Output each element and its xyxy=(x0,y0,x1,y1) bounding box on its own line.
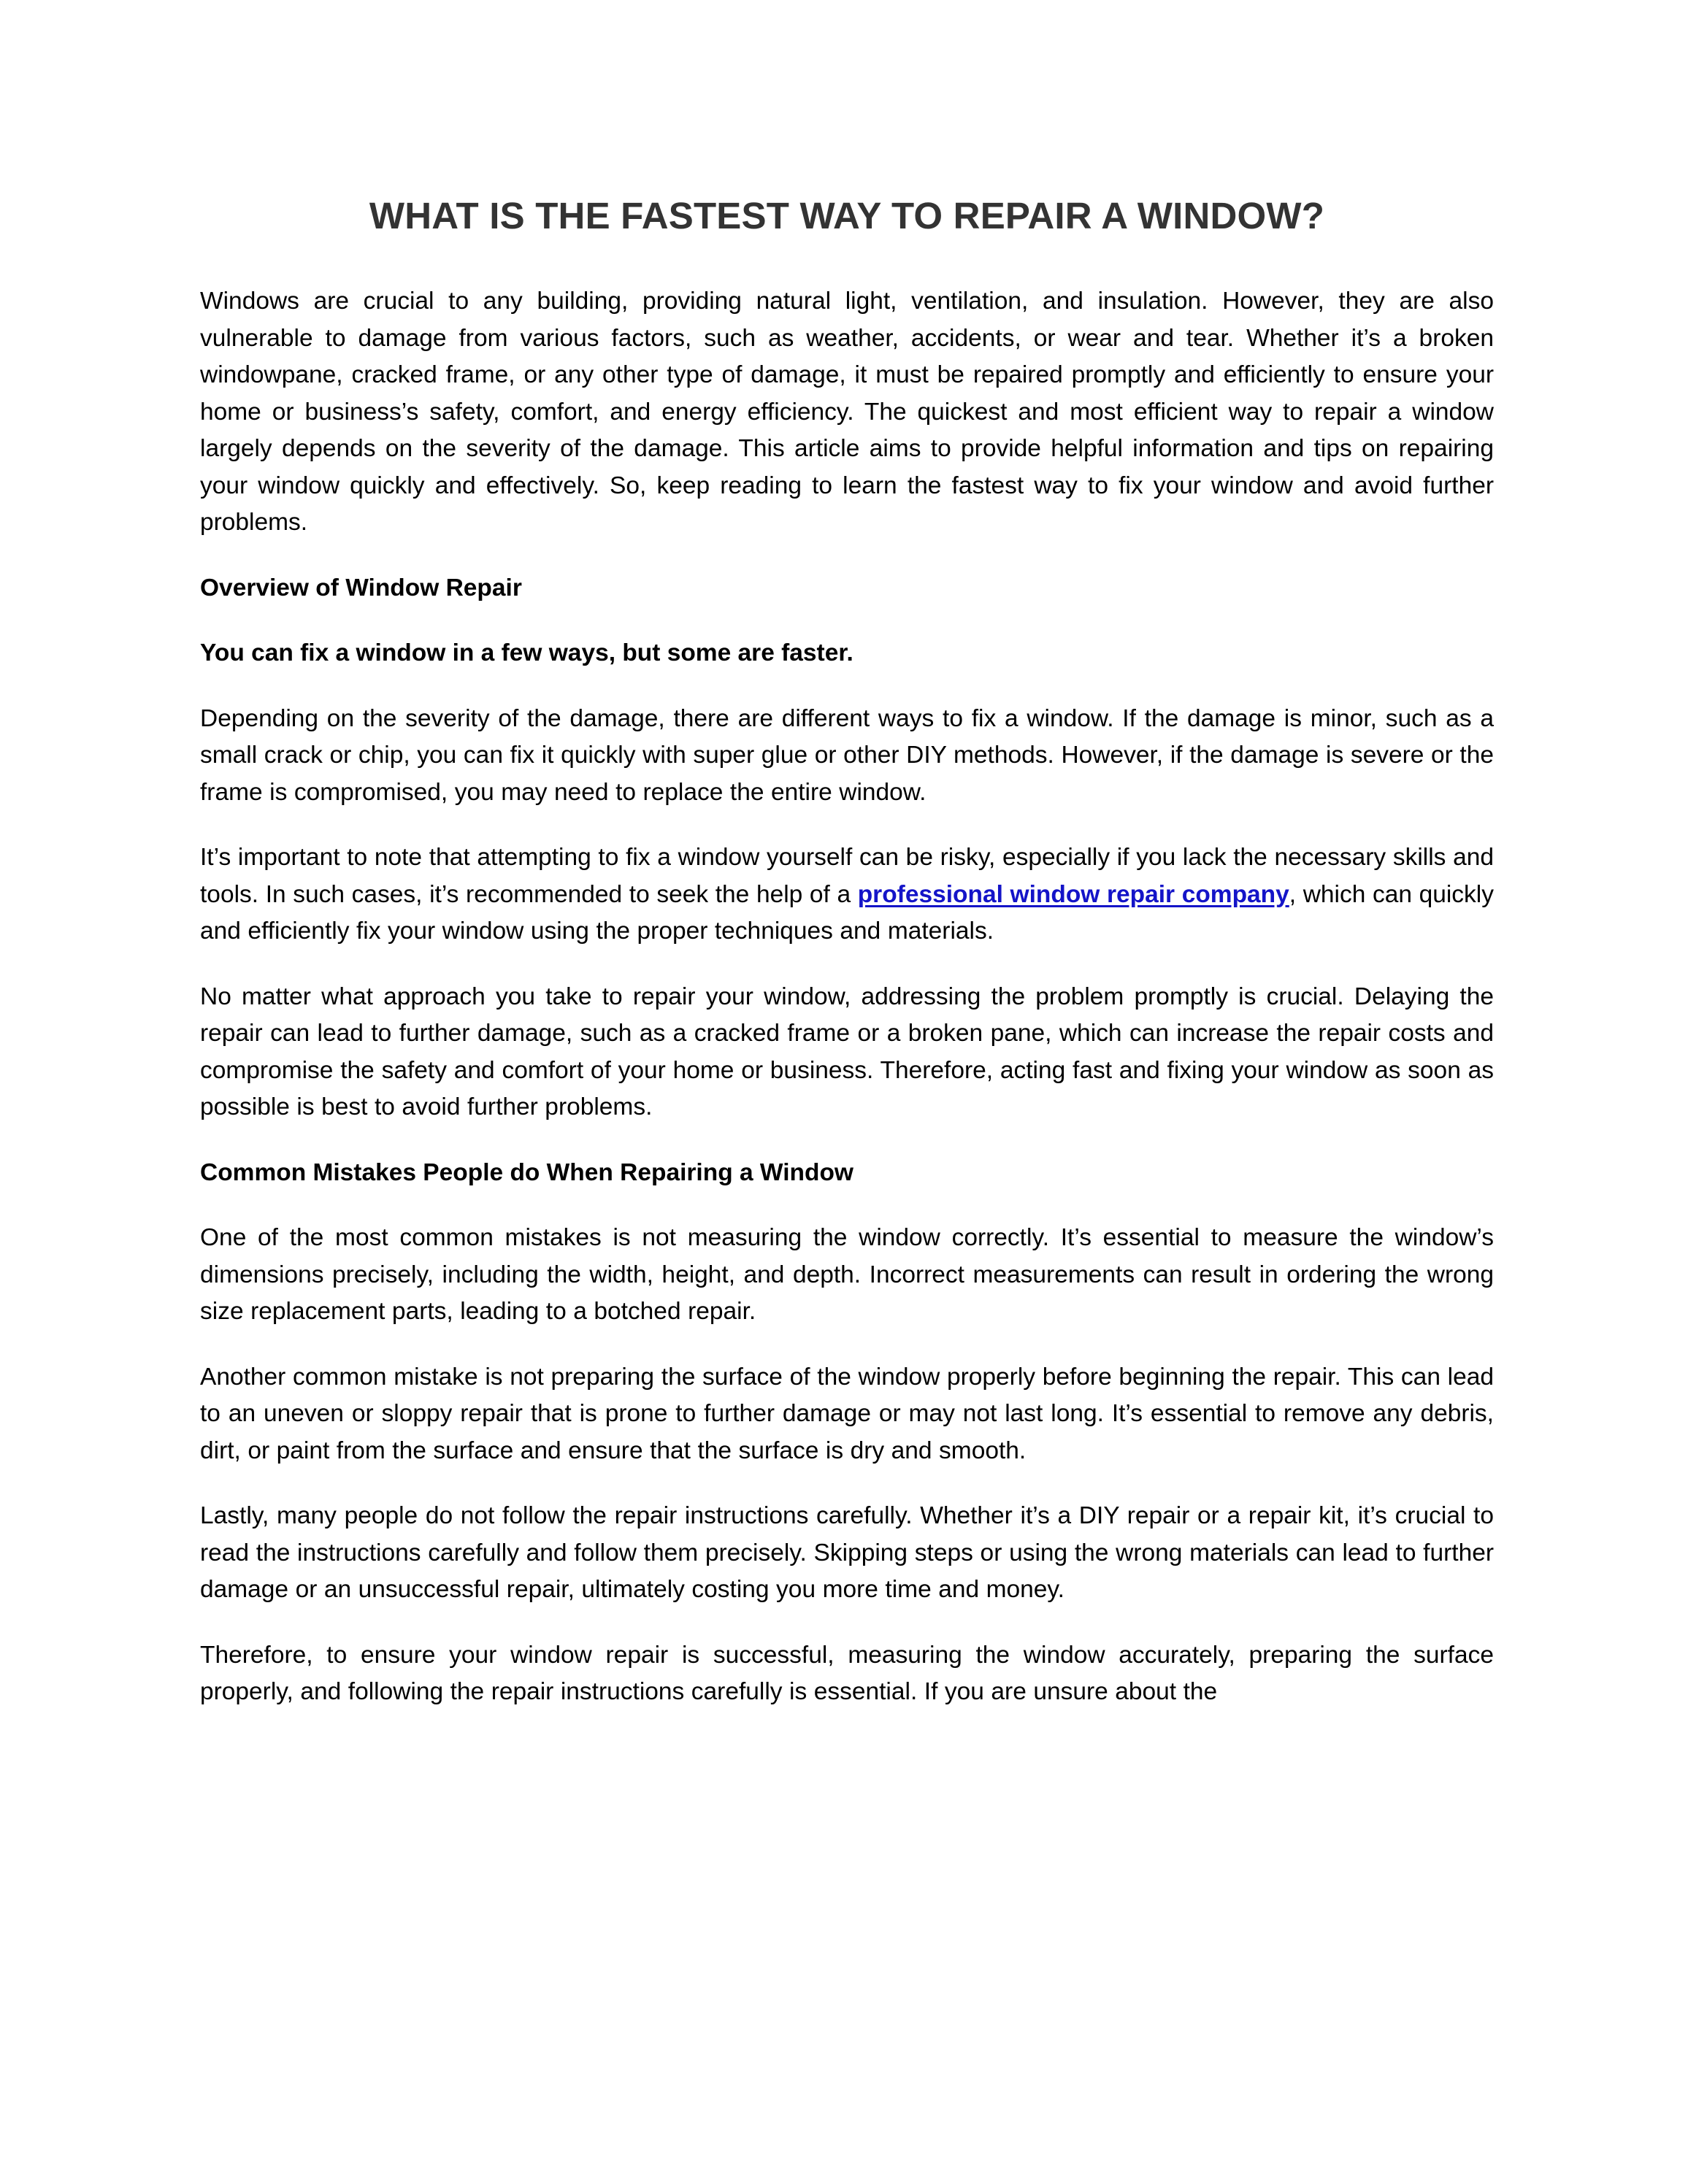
paragraph-surface-preparation-mistake: Another common mistake is not preparing the surface of the window properly before beginning the repair. This can lead to an uneven or sloppy repair that is prone to further damage or may not last long. It’s essential to remove any debris, dirt, or paint from the surface and ensure that the surface is dry and smooth. xyxy=(200,1363,1494,1464)
paragraph-diy-risk-prefix: It’s important to note that attempting to fix a window yourself can be risky, especially if you lack the necessary skills and tools. In such cases, it’s recommended to seek the help of a xyxy=(200,844,1494,908)
paragraph-conclusion: Therefore, to ensure your window repair is successful, measuring the window accurately, preparing the surface properly, and following the repair instructions carefully is essential. If you are unsure about the xyxy=(200,1641,1494,1706)
heading-fix-a-window-ways: You can fix a window in a few ways, but some are faster. xyxy=(200,639,853,667)
paragraph-diy-risk-suffix: , which can quickly and efficiently fix your window using the proper techniques and materials. xyxy=(200,880,1494,945)
paragraph-measuring-mistake: One of the most common mistakes is not measuring the window correctly. It’s essential to measure the window’s dimensions precisely, including the width, height, and depth. Incorrect measurements can result in ordering the wrong size replacement parts, leading to a botched repair. xyxy=(200,1224,1494,1326)
heading-overview-of-window-repair: Overview of Window Repair xyxy=(200,574,522,601)
document-body xyxy=(200,194,1494,1711)
paragraph-address-promptly: No matter what approach you take to repair your window, addressing the problem promptly is crucial. Delaying the repair can lead to further damage, such as a cracked frame or a broken pane, which can increase the repair costs and compromise the safety and comfort of your home or business. Therefore, acting fast and fixing your window as soon as possible is best to avoid further problems. xyxy=(200,983,1494,1121)
professional-window-repair-company-link[interactable]: professional window repair company xyxy=(857,880,1289,908)
paragraph-instructions-mistake: Lastly, many people do not follow the repair instructions carefully. Whether it’s a DIY repair or a repair kit, it’s crucial to read the instructions carefully and follow them precisely. Skipping steps or using the wrong materials can lead to further damage or an unsuccessful repair, ultimately costing you more time and money. xyxy=(200,1502,1494,1604)
paragraph-intro: Windows are crucial to any building, providing natural light, ventilation, and insulation. However, they are also vulnerable to damage from various factors, such as weather, accidents, or wear and tear. Whether it’s a broken windowpane, cracked frame, or any other type of damage, it must be repaired promptly and efficiently to ensure your home or business’s safety, comfort, and energy efficiency. The quickest and most efficient way to repair a window largely depends on the severity of the damage. This article aims to provide helpful information and tips on repairing your window quickly and effectively. So, keep reading to learn the fastest way to fix your window and avoid further problems. xyxy=(200,288,1494,537)
paragraph-diy-risk xyxy=(200,839,1494,950)
heading-common-mistakes: Common Mistakes People do When Repairing a Window xyxy=(200,1158,853,1186)
page-title: WHAT IS THE FASTEST WAY TO REPAIR A WINDOW? xyxy=(369,195,1325,237)
paragraph-damage-severity: Depending on the severity of the damage, there are different ways to fix a window. If the damage is minor, such as a small crack or chip, you can fix it quickly with super glue or other DIY methods. However, if the damage is severe or the frame is compromised, you may need to replace the entire window. xyxy=(200,704,1494,806)
